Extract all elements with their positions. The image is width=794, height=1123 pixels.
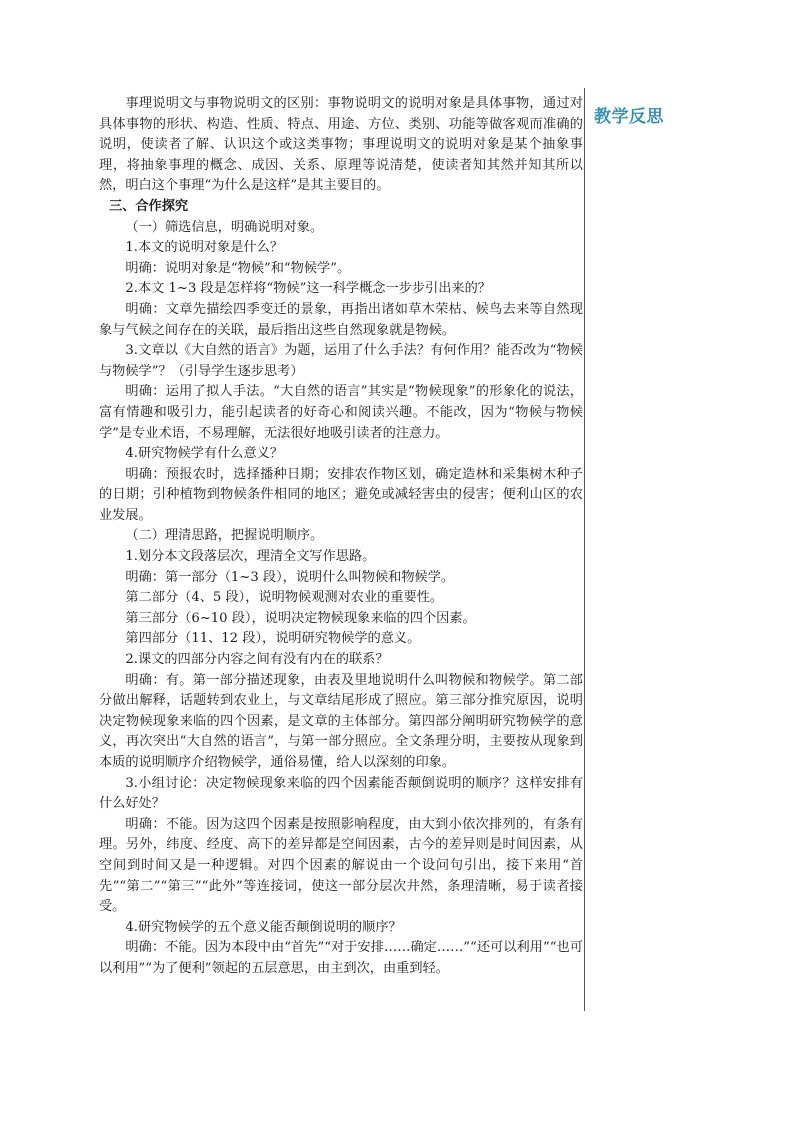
- paragraph: 1.划分本文段落层次，理清全文写作思路。: [125, 549, 376, 565]
- section-heading: 三、合作探究: [109, 198, 189, 214]
- paragraph: 2.本文 1~3 段是怎样将“物候”这一科学概念一步步引出来的？: [125, 281, 491, 297]
- paragraph: 明确：预报农时，选择播种日期；安排农作物区划，确定造林和采集树木种子的日期；引种植物到物候条件相同的地区；避免或减轻害虫的侵害；便利山区的农业发展。: [99, 466, 583, 523]
- paragraph: 明确：运用了拟人手法。“大自然的语言”其实是“物候现象”的形象化的说法，富有情趣和吸引力，能引起读者的好奇心和阅读兴趣。不能改，因为“物候与物候学”是专业术语，不易理解，无法很好地吸引读者的注意力。: [99, 384, 583, 441]
- paragraph: 第二部分（4、5 段），说明物候观测对农业的重要性。: [125, 590, 444, 606]
- paragraph: 第四部分（11、12 段），说明研究物候学的意义。: [125, 631, 421, 647]
- paragraph: 1.本文的说明对象是什么？: [125, 240, 284, 256]
- paragraph: 第三部分（6~10 段），说明决定物候现象来临的四个因素。: [125, 610, 476, 626]
- paragraph: （一）筛选信息，明确说明对象。: [125, 219, 324, 235]
- paragraph: 明确：不能。因为这四个因素是按照影响程度，由大到小依次排列的，有条有理。另外，纬度、经度、高下的差异都是空间因素，古今的差异则是时间因素，从空间到时间又是一种逻辑。对四个因素的解说由一个设问句引出，接下来用“首先”“第二”“第三”“此外”等连接词，使这一部分层次井然，条理清晰，易于读者接受。: [99, 816, 583, 915]
- paragraph: 明确：有。第一部分描述现象，由表及里地说明什么叫物候和物候学。第二部分做出解释，话题转到农业上，与文章结尾形成了照应。第三部分推究原因，说明决定物候现象来临的四个因素，是文章的主体部分。第四部分阐明研究物候学的意义，再次突出“大自然的语言”，与第一部分照应。全文条理分明，主要按从现象到本质的说明顺序介绍物候学，通俗易懂，给人以深刻的印象。: [99, 672, 583, 770]
- lesson-content: [99, 94, 583, 980]
- paragraph: 3.文章以《大自然的语言》为题，运用了什么手法？有何作用？能否改为“物候与物候学”？（引导学生逐步思考）: [99, 343, 583, 379]
- column-divider: [584, 88, 585, 1011]
- paragraph: 明确：第一部分（1~3 段），说明什么叫物候和物候学。: [125, 569, 455, 585]
- teaching-reflection-heading: 教学反思: [594, 107, 664, 127]
- paragraph: 明确：文章先描绘四季变迁的景象，再指出诸如草木荣枯、候鸟去来等自然现象与气候之间存在的关联，最后指出这些自然现象就是物候。: [99, 301, 583, 338]
- paragraph: （二）理清思路，把握说明顺序。: [125, 528, 324, 544]
- paragraph: 明确：不能。因为本段中由“首先”“对于安排……确定……”“还可以利用”“也可以利用”“为了便利”领起的五层意思，由主到次，由重到轻。: [99, 940, 583, 976]
- paragraph: 3.小组讨论：决定物候现象来临的四个因素能否颠倒说明的顺序？这样安排有什么好处？: [99, 775, 583, 812]
- paragraph: 2.课文的四部分内容之间有没有内在的联系？: [125, 652, 389, 668]
- paragraph: 4.研究物候学有什么意义？: [125, 446, 284, 462]
- paragraph: 4.研究物候学的五个意义能否颠倒说明的顺序？: [125, 919, 402, 935]
- paragraph: 明确：说明对象是“物候”和“物候学”。: [125, 260, 351, 276]
- paragraph: 事理说明文与事物说明文的区别：事物说明文的说明对象是具体事物，通过对具体事物的形状、构造、性质、特点、用途、方位、类别、功能等做客观而准确的说明，使读者了解、认识这个或这类事物；事理说明文的说明对象是某个抽象事理，将抽象事理的概念、成因、关系、原理等说清楚，使读者知其然并知其所以然，明白这个事理“为什么是这样”是其主要目的。: [99, 96, 583, 194]
